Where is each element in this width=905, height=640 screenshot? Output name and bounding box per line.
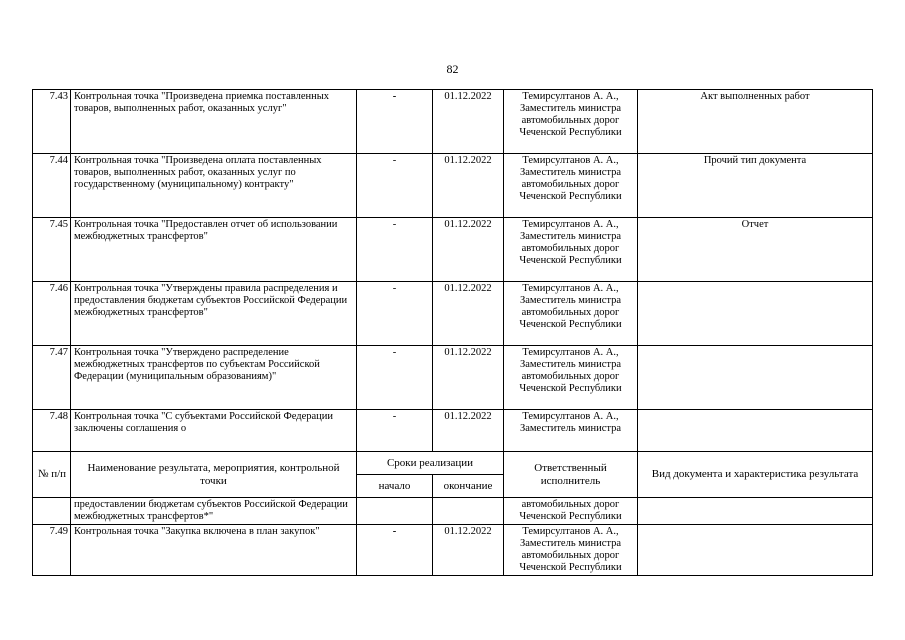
- row-executor: Темирсултанов А. А., Заместитель министра автомобильных дорог Чеченской Республики: [504, 154, 638, 218]
- row-document: [638, 410, 873, 452]
- row-document: [638, 346, 873, 410]
- row-number: 7.43: [33, 90, 71, 154]
- row-name: Контрольная точка "Произведена приемка поставленных товаров, выполненных работ, оказанных услуг": [71, 90, 357, 154]
- row-document: [638, 498, 873, 525]
- row-start: [357, 498, 433, 525]
- row-name: Контрольная точка "Произведена оплата поставленных товаров, выполненных работ, оказанных услуг по государственному (муниципальному) контракту": [71, 154, 357, 218]
- row-end: 01.12.2022: [433, 154, 504, 218]
- table-row: [33, 218, 873, 282]
- header-document: Вид документа и характеристика результата: [638, 452, 873, 498]
- row-end: 01.12.2022: [433, 346, 504, 410]
- row-end: 01.12.2022: [433, 525, 504, 576]
- results-table: [32, 89, 873, 576]
- page-number: 82: [446, 62, 459, 76]
- table-row: [33, 346, 873, 410]
- row-number: 7.44: [33, 154, 71, 218]
- header-number: № п/п: [33, 452, 71, 498]
- row-document: [638, 282, 873, 346]
- table-row: [33, 525, 873, 576]
- row-executor: Темирсултанов А. А., Заместитель министра автомобильных дорог Чеченской Республики: [504, 282, 638, 346]
- row-document: Отчет: [638, 218, 873, 282]
- row-executor: Темирсултанов А. А., Заместитель министра автомобильных дорог Чеченской Республики: [504, 525, 638, 576]
- row-start: -: [357, 525, 433, 576]
- table-row: [33, 282, 873, 346]
- header-terms: Сроки реализации: [357, 452, 504, 475]
- row-start: -: [357, 410, 433, 452]
- row-document: Прочий тип документа: [638, 154, 873, 218]
- row-end: [433, 498, 504, 525]
- header-name: Наименование результата, мероприятия, контрольной точки: [71, 452, 357, 498]
- header-executor: Ответственный исполнитель: [504, 452, 638, 498]
- row-start: -: [357, 90, 433, 154]
- row-document: Акт выполненных работ: [638, 90, 873, 154]
- table-row: [33, 154, 873, 218]
- row-name: Контрольная точка "Утверждено распределение межбюджетных трансфертов по субъектам Российской Федерации (муниципальным образованиям)": [71, 346, 357, 410]
- row-number: 7.47: [33, 346, 71, 410]
- header-start: начало: [357, 475, 433, 498]
- table-row: [33, 410, 873, 452]
- row-name: Контрольная точка "Закупка включена в план закупок": [71, 525, 357, 576]
- row-number: [33, 498, 71, 525]
- table-row: [33, 90, 873, 154]
- header-end: окончание: [433, 475, 504, 498]
- table-header-row: [33, 452, 873, 475]
- row-document: [638, 525, 873, 576]
- row-name: Контрольная точка "Предоставлен отчет об использовании межбюджетных трансфертов": [71, 218, 357, 282]
- row-name: предоставлении бюджетам субъектов Российской Федерации межбюджетных трансфертов*": [71, 498, 357, 525]
- row-start: -: [357, 218, 433, 282]
- row-end: 01.12.2022: [433, 90, 504, 154]
- row-executor: автомобильных дорог Чеченской Республики: [504, 498, 638, 525]
- row-name: Контрольная точка "Утверждены правила распределения и предоставления бюджетам субъектов Российской Федерации межбюджетных трансфертов": [71, 282, 357, 346]
- row-end: 01.12.2022: [433, 282, 504, 346]
- row-name: Контрольная точка "С субъектами Российской Федерации заключены соглашения о: [71, 410, 357, 452]
- row-start: -: [357, 282, 433, 346]
- row-number: 7.45: [33, 218, 71, 282]
- row-end: 01.12.2022: [433, 410, 504, 452]
- row-start: -: [357, 346, 433, 410]
- row-start: -: [357, 154, 433, 218]
- row-number: 7.48: [33, 410, 71, 452]
- row-executor: Темирсултанов А. А., Заместитель министра автомобильных дорог Чеченской Республики: [504, 90, 638, 154]
- row-number: 7.49: [33, 525, 71, 576]
- table-row-continuation: [33, 498, 873, 525]
- row-executor: Темирсултанов А. А., Заместитель министра автомобильных дорог Чеченской Республики: [504, 218, 638, 282]
- row-number: 7.46: [33, 282, 71, 346]
- row-executor: Темирсултанов А. А., Заместитель министра: [504, 410, 638, 452]
- row-executor: Темирсултанов А. А., Заместитель министра автомобильных дорог Чеченской Республики: [504, 346, 638, 410]
- row-end: 01.12.2022: [433, 218, 504, 282]
